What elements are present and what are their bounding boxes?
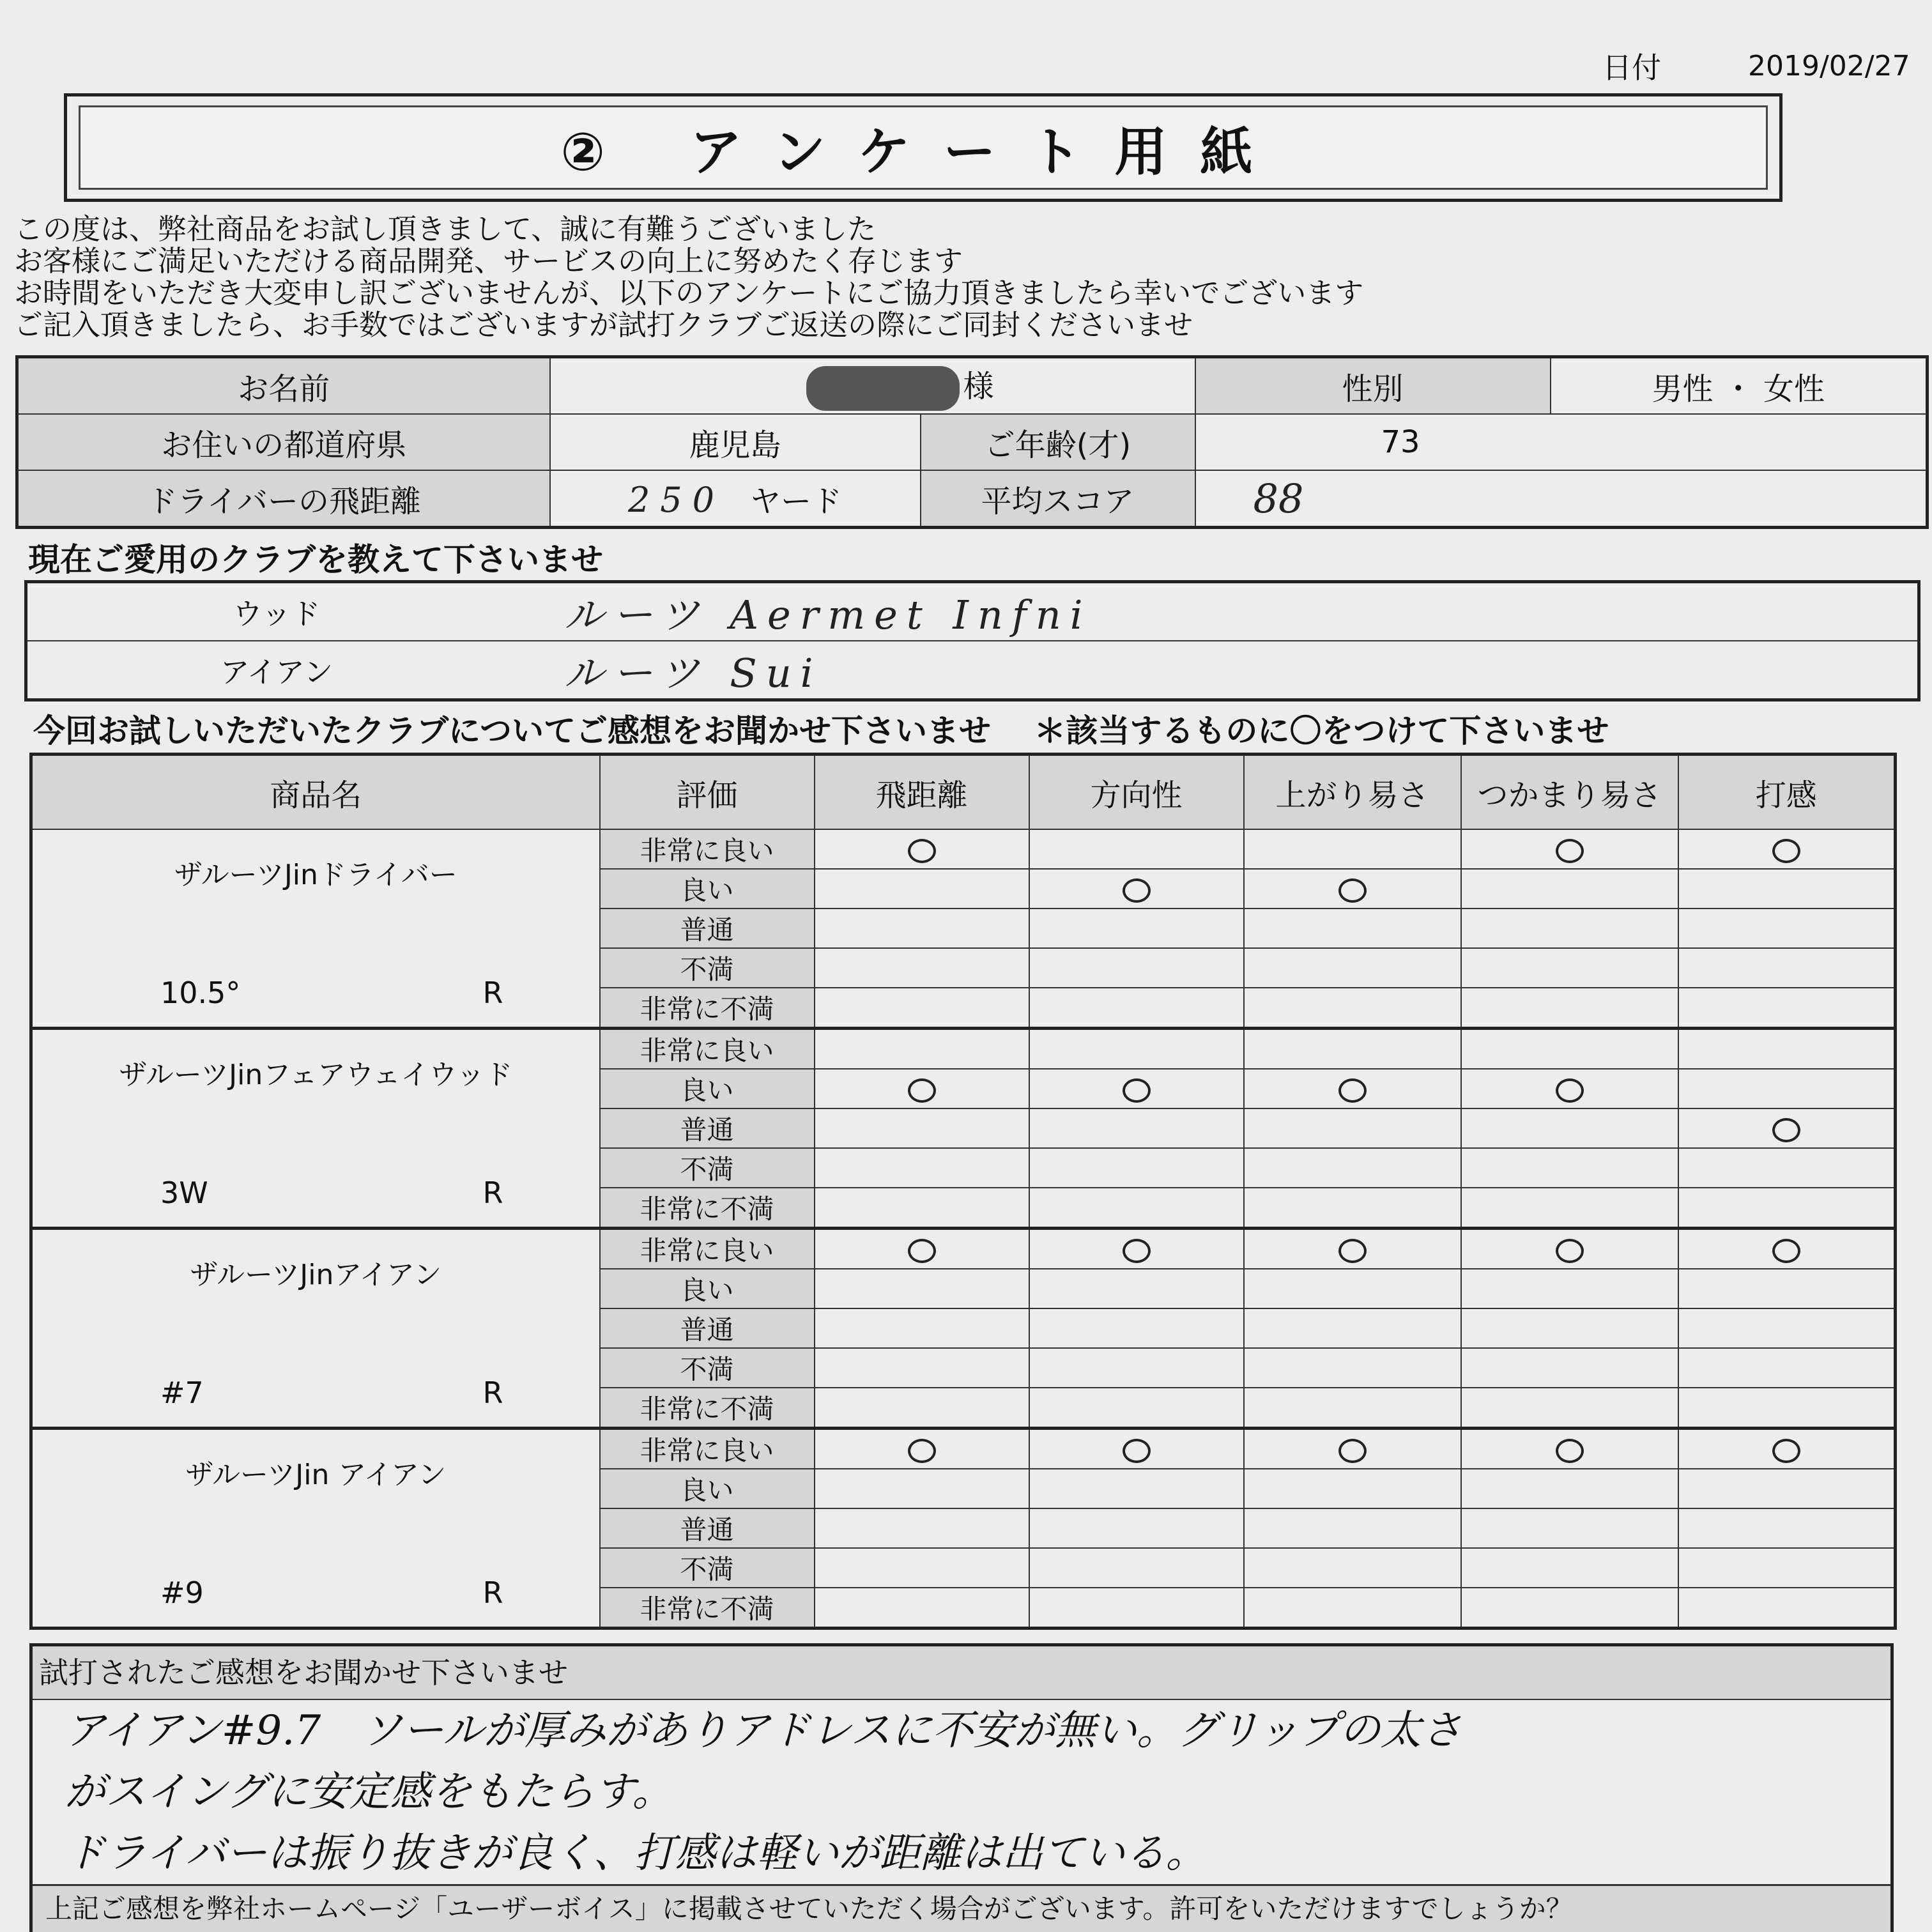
- rating-cell[interactable]: [1244, 1269, 1461, 1308]
- rating-cell[interactable]: [815, 1469, 1029, 1508]
- rating-cell[interactable]: [1244, 1469, 1461, 1508]
- name-field[interactable]: [550, 357, 1195, 415]
- circle-mark-icon: [1556, 1078, 1584, 1103]
- rating-label: 非常に良い: [600, 1429, 815, 1469]
- circle-mark-icon: [908, 1439, 936, 1463]
- rating-cell[interactable]: [1244, 1308, 1461, 1348]
- rating-label: 不満: [600, 1348, 815, 1388]
- rating-cell[interactable]: [1029, 1029, 1244, 1070]
- circle-mark-icon: [1556, 1239, 1584, 1263]
- intro-line: ご記入頂きましたら、お手数ではございますが試打クラブご返送の際にご同封くださいませ: [14, 308, 1193, 342]
- circle-mark-icon: [1338, 878, 1367, 903]
- rating-cell[interactable]: [1678, 908, 1896, 948]
- rating-cell[interactable]: [1461, 908, 1678, 948]
- circle-mark-icon: [1556, 1439, 1584, 1463]
- product-cell: [31, 1029, 600, 1229]
- rating-cell[interactable]: [1678, 1588, 1896, 1629]
- rating-cell[interactable]: [815, 948, 1029, 988]
- rating-cell[interactable]: [1029, 1469, 1244, 1508]
- rating-label: 普通: [600, 1508, 815, 1548]
- rating-cell[interactable]: [1678, 1308, 1896, 1348]
- rating-cell[interactable]: [1244, 1508, 1461, 1548]
- rating-cell[interactable]: [1244, 1548, 1461, 1588]
- rating-cell[interactable]: [1678, 1548, 1896, 1588]
- rating-cell[interactable]: [1029, 1348, 1244, 1388]
- rating-cell[interactable]: [1678, 1229, 1896, 1269]
- rating-cell[interactable]: [1029, 1508, 1244, 1548]
- wood-value: ルーツ Aermet Infni: [564, 592, 1092, 638]
- customer-info-table: [15, 355, 1929, 529]
- intro-line: お時間をいただき大変申し訳ございませんが、以下のアンケートにご協力頂きましたら幸いでございます: [14, 276, 1364, 310]
- product-cell: [31, 829, 600, 1029]
- title-inner: [79, 105, 1768, 190]
- comment-line[interactable]: アイアン#9.7 ソールが厚みがありアドレスに不安が無い。グリップの太さ: [65, 1707, 1462, 1754]
- rating-cell[interactable]: [1029, 948, 1244, 988]
- rating-cell[interactable]: [815, 988, 1029, 1029]
- distance-field[interactable]: [550, 470, 921, 528]
- rating-cell[interactable]: [1678, 988, 1896, 1029]
- column-header-distance: 飛距離: [815, 755, 1029, 830]
- wood-label: ウッド: [26, 582, 526, 641]
- score-label: 平均スコア: [921, 470, 1195, 528]
- score-field[interactable]: [1195, 470, 1928, 528]
- rating-label: 非常に良い: [600, 829, 815, 869]
- wood-field[interactable]: [526, 582, 1919, 641]
- rating-label: 普通: [600, 1308, 815, 1348]
- circle-mark-icon: [908, 1078, 936, 1103]
- rating-cell[interactable]: [1678, 829, 1896, 869]
- circle-mark-icon: [1556, 839, 1584, 863]
- product-name: ザルーツJinドライバー: [174, 859, 457, 891]
- rating-cell[interactable]: [1029, 1188, 1244, 1229]
- evaluation-title-text: 今回お試しいただいたクラブについてご感想をお聞かせ下さいませ: [33, 712, 991, 749]
- rating-cell[interactable]: [1244, 1069, 1461, 1108]
- product-flex: R: [482, 1176, 503, 1210]
- current-clubs-table: [24, 580, 1920, 702]
- rating-cell[interactable]: [1678, 1029, 1896, 1070]
- comment-line[interactable]: ドライバーは振り抜きが良く、打感は軽いが距離は出ている。: [65, 1830, 1207, 1877]
- date-label: 日付: [1602, 50, 1661, 85]
- rating-cell[interactable]: [1244, 1148, 1461, 1188]
- rating-cell[interactable]: [1678, 869, 1896, 908]
- distance-unit: ヤード: [750, 483, 843, 519]
- circle-mark-icon: [908, 1239, 936, 1263]
- rating-label: 非常に不満: [600, 1188, 815, 1229]
- rating-cell[interactable]: [1678, 1429, 1896, 1469]
- rating-label: 非常に良い: [600, 1029, 815, 1070]
- age-field[interactable]: 73: [1195, 414, 1928, 470]
- prefecture-label: お住いの都道府県: [17, 414, 550, 470]
- rating-cell[interactable]: [815, 1188, 1029, 1229]
- rating-cell[interactable]: [1244, 1348, 1461, 1388]
- rating-cell[interactable]: [1461, 1269, 1678, 1308]
- rating-label: 不満: [600, 1548, 815, 1588]
- gender-options[interactable]: 男性 ・ 女性: [1551, 357, 1928, 415]
- column-header-grip: つかまり易さ: [1461, 755, 1678, 830]
- product-spec: #7: [160, 1376, 204, 1410]
- rating-label: 良い: [600, 869, 815, 908]
- intro-text: [14, 213, 1363, 341]
- rating-cell[interactable]: [1461, 1148, 1678, 1188]
- score-value: 88: [1253, 475, 1304, 522]
- rating-cell[interactable]: [1461, 988, 1678, 1029]
- circle-mark-icon: [1123, 1078, 1151, 1103]
- rating-row: [31, 1029, 1896, 1070]
- rating-cell[interactable]: [815, 1108, 1029, 1148]
- product-spec: #9: [160, 1575, 204, 1610]
- evaluation-table: [29, 753, 1897, 1630]
- rating-cell[interactable]: [1244, 948, 1461, 988]
- circle-mark-icon: [1123, 1239, 1151, 1263]
- rating-cell[interactable]: [1461, 1069, 1678, 1108]
- column-header-rating: 評価: [600, 755, 815, 830]
- rating-cell[interactable]: [1029, 1308, 1244, 1348]
- rating-row: [31, 829, 1896, 869]
- rating-cell[interactable]: [1461, 1508, 1678, 1548]
- name-label: お名前: [17, 357, 550, 415]
- rating-label: 非常に不満: [600, 988, 815, 1029]
- rating-cell[interactable]: [1029, 1388, 1244, 1429]
- rating-cell[interactable]: [815, 1348, 1029, 1388]
- rating-row: [31, 1229, 1896, 1269]
- rating-label: 良い: [600, 1269, 815, 1308]
- rating-cell[interactable]: [1678, 1348, 1896, 1388]
- circle-mark-icon: [1338, 1239, 1367, 1263]
- circle-mark-icon: [1772, 1439, 1800, 1463]
- rating-label: 非常に良い: [600, 1229, 815, 1269]
- rating-cell[interactable]: [1461, 1388, 1678, 1429]
- product-name: ザルーツJin アイアン: [185, 1459, 447, 1491]
- rating-cell[interactable]: [1244, 908, 1461, 948]
- rating-cell[interactable]: [815, 908, 1029, 948]
- column-header-direction: 方向性: [1029, 755, 1244, 830]
- rating-cell[interactable]: [1461, 1029, 1678, 1070]
- rating-cell[interactable]: [1461, 1548, 1678, 1588]
- rating-cell[interactable]: [1029, 1548, 1244, 1588]
- rating-label: 不満: [600, 948, 815, 988]
- rating-cell[interactable]: [1461, 869, 1678, 908]
- rating-cell[interactable]: [815, 829, 1029, 869]
- circle-mark-icon: [1772, 839, 1800, 863]
- rating-cell[interactable]: [1461, 1229, 1678, 1269]
- rating-cell[interactable]: [1029, 829, 1244, 869]
- rating-cell[interactable]: [1244, 829, 1461, 869]
- evaluation-title: [33, 705, 1609, 751]
- rating-cell[interactable]: [1244, 1188, 1461, 1229]
- rating-cell[interactable]: [1244, 869, 1461, 908]
- rating-cell[interactable]: [815, 1588, 1029, 1629]
- rating-cell[interactable]: [1678, 1188, 1896, 1229]
- rating-label: 普通: [600, 908, 815, 948]
- rating-cell[interactable]: [1244, 1108, 1461, 1148]
- rating-cell[interactable]: [1244, 1229, 1461, 1269]
- rating-cell[interactable]: [1678, 1508, 1896, 1548]
- rating-cell[interactable]: [815, 1229, 1029, 1269]
- product-cell: [31, 1229, 600, 1429]
- name-suffix: 様: [963, 368, 994, 404]
- rating-label: 非常に不満: [600, 1388, 815, 1429]
- circle-mark-icon: [1123, 1439, 1151, 1463]
- intro-line: お客様にご満足いただける商品開発、サービスの向上に努めたく存じます: [14, 244, 963, 278]
- rating-cell[interactable]: [1461, 1429, 1678, 1469]
- rating-cell[interactable]: [1029, 1148, 1244, 1188]
- circle-mark-icon: [1338, 1078, 1367, 1103]
- circle-mark-icon: [1123, 878, 1151, 903]
- iron-label: アイアン: [26, 641, 526, 700]
- comment-line[interactable]: がスイングに安定感をもたらす。: [65, 1768, 673, 1816]
- rating-cell[interactable]: [1029, 1069, 1244, 1108]
- rating-cell[interactable]: [815, 1029, 1029, 1070]
- rating-cell[interactable]: [1029, 1588, 1244, 1629]
- product-spec: 3W: [160, 1176, 208, 1210]
- rating-cell[interactable]: [815, 1069, 1029, 1108]
- page-title: ② アンケート用紙: [560, 121, 1286, 183]
- rating-cell[interactable]: [1678, 1269, 1896, 1308]
- rating-cell[interactable]: [1029, 908, 1244, 948]
- rating-cell[interactable]: [1244, 1429, 1461, 1469]
- rating-cell[interactable]: [1461, 1308, 1678, 1348]
- rating-cell[interactable]: [1029, 988, 1244, 1029]
- iron-field[interactable]: [526, 641, 1919, 700]
- rating-cell[interactable]: [815, 1269, 1029, 1308]
- rating-cell[interactable]: [1029, 1429, 1244, 1469]
- rating-row: [31, 1429, 1896, 1469]
- prefecture-field[interactable]: 鹿児島: [550, 414, 921, 470]
- rating-cell[interactable]: [815, 1429, 1029, 1469]
- date-value: 2019/02/27: [1748, 50, 1910, 82]
- rating-cell[interactable]: [1244, 988, 1461, 1029]
- rating-cell[interactable]: [815, 1388, 1029, 1429]
- rating-cell[interactable]: [1678, 1148, 1896, 1188]
- rating-cell[interactable]: [1678, 1108, 1896, 1148]
- circle-mark-icon: [1338, 1439, 1367, 1463]
- rating-cell[interactable]: [1678, 1388, 1896, 1429]
- permission-question: 上記ご感想を弊社ホームページ「ユーザーボイス」に掲載させていただく場合がございます。許可をいただけますでしょうか？: [33, 1884, 1890, 1932]
- product-flex: R: [482, 1376, 503, 1410]
- rating-label: 普通: [600, 1108, 815, 1148]
- rating-cell[interactable]: [1461, 829, 1678, 869]
- rating-cell[interactable]: [1461, 1469, 1678, 1508]
- rating-cell[interactable]: [1244, 1388, 1461, 1429]
- current-clubs-title: 現在ご愛用のクラブを教えて下さいませ: [28, 541, 603, 578]
- circle-mark-icon: [1772, 1239, 1800, 1263]
- rating-cell[interactable]: [815, 1148, 1029, 1188]
- rating-cell[interactable]: [1029, 1108, 1244, 1148]
- product-name: ザルーツJinアイアン: [190, 1259, 442, 1291]
- rating-cell[interactable]: [1244, 1588, 1461, 1629]
- rating-cell[interactable]: [1461, 1188, 1678, 1229]
- gender-label: 性別: [1195, 357, 1551, 415]
- title-box: [64, 93, 1782, 202]
- rating-label: 良い: [600, 1469, 815, 1508]
- rating-cell[interactable]: [1029, 1229, 1244, 1269]
- comment-box: [29, 1643, 1894, 1932]
- rating-cell[interactable]: [1678, 1469, 1896, 1508]
- rating-cell[interactable]: [1678, 1069, 1896, 1108]
- iron-value: ルーツ Sui: [564, 650, 822, 696]
- circle-mark-icon: [908, 839, 936, 863]
- product-flex: R: [482, 976, 503, 1010]
- distance-label: ドライバーの飛距離: [17, 470, 550, 528]
- age-label: ご年齢(才): [921, 414, 1195, 470]
- product-name: ザルーツJinフェアウェイウッド: [119, 1059, 513, 1091]
- intro-line: この度は、弊社商品をお試し頂きまして、誠に有難うございました: [14, 212, 877, 246]
- rating-label: 不満: [600, 1148, 815, 1188]
- column-header-feel: 打感: [1678, 755, 1896, 830]
- rating-cell[interactable]: [1029, 1269, 1244, 1308]
- rating-cell[interactable]: [1461, 1348, 1678, 1388]
- rating-cell[interactable]: [815, 869, 1029, 908]
- rating-label: 良い: [600, 1069, 815, 1108]
- rating-cell[interactable]: [1461, 1588, 1678, 1629]
- rating-label: 非常に不満: [600, 1588, 815, 1629]
- column-header-product: 商品名: [31, 755, 600, 830]
- rating-cell[interactable]: [815, 1508, 1029, 1548]
- rating-cell[interactable]: [1678, 948, 1896, 988]
- product-spec: 10.5°: [160, 976, 241, 1010]
- rating-cell[interactable]: [1029, 869, 1244, 908]
- comment-title: 試打されたご感想をお聞かせ下さいませ: [33, 1646, 1890, 1700]
- product-cell: [31, 1429, 600, 1629]
- distance-value: 250: [627, 479, 725, 520]
- rating-cell[interactable]: [1461, 1108, 1678, 1148]
- circle-mark-icon: [1772, 1118, 1800, 1142]
- rating-cell[interactable]: [815, 1548, 1029, 1588]
- rating-cell[interactable]: [815, 1308, 1029, 1348]
- product-flex: R: [482, 1575, 503, 1610]
- column-header-launch: 上がり易さ: [1244, 755, 1461, 830]
- redacted-name: [806, 366, 960, 411]
- rating-cell[interactable]: [1244, 1029, 1461, 1070]
- rating-cell[interactable]: [1461, 948, 1678, 988]
- evaluation-note: ＊該当するものに〇をつけて下さいませ: [1034, 712, 1609, 749]
